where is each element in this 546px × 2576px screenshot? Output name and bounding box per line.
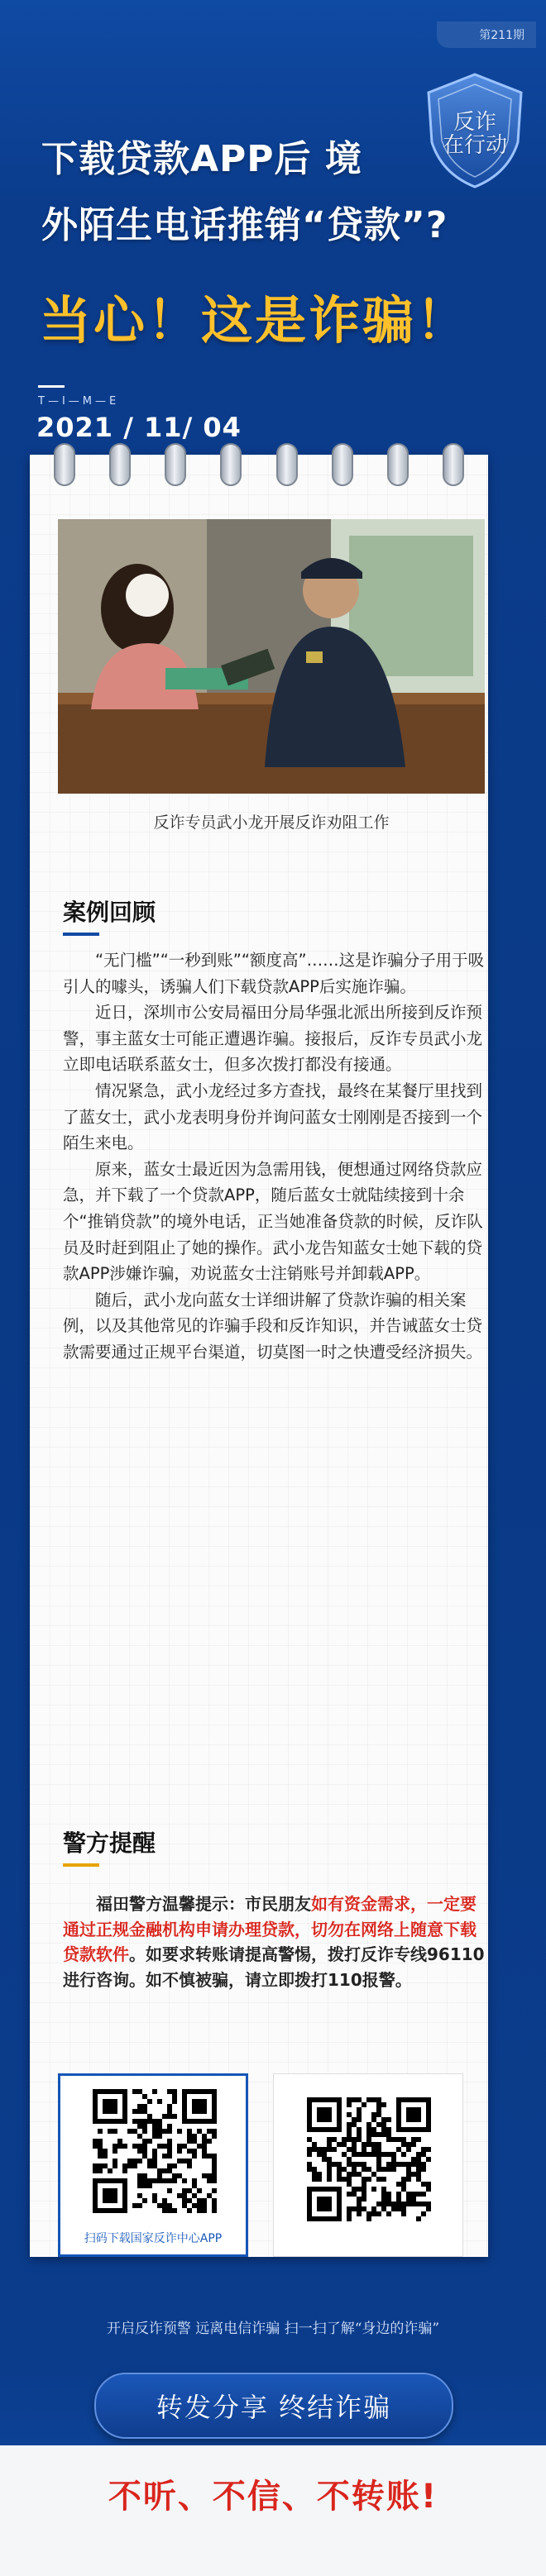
case-paragraph: 近日，深圳市公安局福田分局华强北派出所接到反诈预警，事主蓝女士可能正遭遇诈骗。接报后，反诈专员武小龙立即电话联系蓝女士，但多次拨打都没有接通。 <box>63 1003 483 1075</box>
publish-date: 2021 / 11/ 04 <box>36 412 242 443</box>
police-tips-title: 警方提醒 <box>63 1825 156 1858</box>
case-photo <box>58 519 485 794</box>
decorative-line <box>38 385 65 388</box>
binder-ring-icon <box>276 443 298 486</box>
binder-ring-icon <box>387 443 409 486</box>
binder-ring-icon <box>220 443 242 486</box>
shield-line2: 在行动 <box>442 133 507 158</box>
share-button[interactable]: 转发分享 终结诈骗 <box>94 2373 453 2439</box>
police-tips-text <box>63 1891 485 1992</box>
wechat-qr[interactable] <box>273 2073 463 2257</box>
issue-badge: 第211期 <box>437 21 536 48</box>
time-label: T—I—M—E <box>38 395 120 408</box>
slogan: 不听、不信、不转账! <box>108 2478 438 2516</box>
qr-code-icon <box>307 2097 431 2221</box>
case-paragraph: 原来，蓝女士最近因为急需用钱，便想通过网络贷款应急，并下载了一个贷款APP，随后蓝女士就陆续接到十余个“推销贷款”的境外电话，正当她准备贷款的时候，反诈队员及时赶到阻止了她的操作。武小龙告知蓝女士她下载的贷款APP涉嫌诈骗，劝说蓝女士注销账号并卸载APP。 <box>63 1159 483 1284</box>
warning-headline: 当心！这是诈骗！ <box>40 290 471 351</box>
binder-ring-icon <box>332 443 353 486</box>
shield-line1: 反诈 <box>453 110 496 135</box>
tips-outro: 。如要求转账请提高警惕，拨打反诈专线96110进行咨询。如不慎被骗，请立即拨打110报警。 <box>63 1944 485 1990</box>
binder-ring-icon <box>165 443 186 486</box>
case-review-title: 案例回顾 <box>63 894 156 928</box>
qr-caption: 扫码下载国家反诈中心APP <box>84 2232 223 2245</box>
case-paragraph: “无门槛”“一秒到账”“额度高”……这是诈骗分子用于吸引人的噱头，诱骗人们下载贷款APP后实施诈骗。 <box>63 951 485 996</box>
case-review-body <box>63 947 485 1366</box>
qr-code-icon <box>93 2089 217 2213</box>
binder-rings <box>30 443 488 491</box>
headline-line1: 下载贷款APP后 境 <box>41 138 362 180</box>
tips-highlight: 如有资金需求，一定要通过正规金融机构申请办理贷款，切勿在网络上随意下载贷款软件 <box>63 1894 477 1964</box>
app-download-qr[interactable] <box>58 2073 248 2257</box>
footer-note: 开启反诈预警 远离电信诈骗 扫一扫了解“身边的诈骗” <box>106 2321 440 2337</box>
photo-caption: 反诈专员武小龙开展反诈劝阻工作 <box>153 813 390 832</box>
anti-fraud-shield-icon <box>417 68 533 192</box>
headline-line2: 外陌生电话推销“贷款”? <box>41 204 448 246</box>
tips-intro: 福田警方温馨提示：市民朋友 <box>96 1894 311 1914</box>
case-paragraph: 随后，武小龙向蓝女士详细讲解了贷款诈骗的相关案例，以及其他常见的诈骗手段和反诈知识，并告诫蓝女士贷款需要通过正规平台渠道，切莫图一时之快遭受经济损失。 <box>63 1290 483 1362</box>
binder-ring-icon <box>109 443 131 486</box>
binder-ring-icon <box>443 443 464 486</box>
binder-ring-icon <box>54 443 75 486</box>
case-paragraph: 情况紧急，武小龙经过多方查找，最终在某餐厅里找到了蓝女士，武小龙表明身份并询问蓝女士刚刚是否接到一个陌生来电。 <box>63 1080 483 1153</box>
